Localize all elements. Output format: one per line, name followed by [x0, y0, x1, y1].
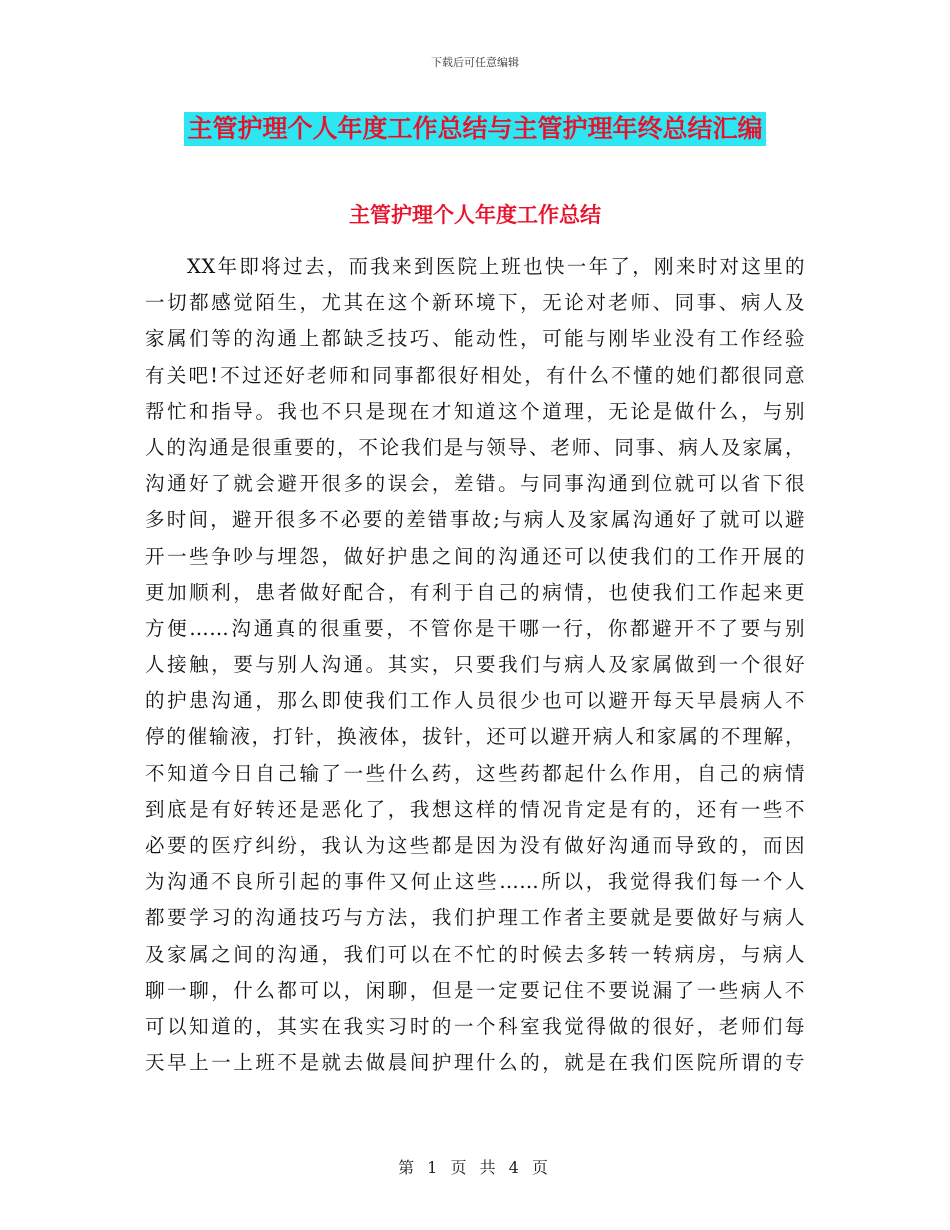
body-line: 为沟通不良所引起的事件又何止这些……所以，我觉得我们每一个人 [145, 870, 805, 894]
body-line: 可以知道的，其实在我实习时的一个科室我觉得做的很好，老师们每 [145, 1014, 805, 1038]
header-note: 下载后可任意编辑 [431, 56, 519, 69]
body-line: 聊一聊，什么都可以，闲聊，但是一定要记住不要说漏了一些病人不 [145, 978, 805, 1002]
main-title: 主管护理个人年度工作总结与主管护理年终总结汇编 [184, 112, 765, 146]
body-line: 开一些争吵与埋怨，做好护患之间的沟通还可以使我们的工作开展的 [145, 544, 805, 568]
body-line: XX年即将过去，而我来到医院上班也快一年了，刚来时对这里的 [187, 255, 805, 278]
body-line: 及家属之间的沟通，我们可以在不忙的时候去多转一转病房，与病人 [145, 942, 805, 966]
main-title-container [0, 112, 950, 146]
body-line: 停的催输液，打针，换液体，拔针，还可以避开病人和家属的不理解， [145, 725, 805, 749]
body-line: 到底是有好转还是恶化了，我想这样的情况肯定是有的，还有一些不 [145, 797, 805, 821]
body-line: 有关吧!不过还好老师和同事都很好相处，有什么不懂的她们都很同意 [145, 363, 805, 387]
body-line: 方便……沟通真的很重要，不管你是干哪一行，你都避开不了要与别 [145, 616, 805, 640]
body-text [145, 249, 805, 1081]
body-line: 沟通好了就会避开很多的误会，差错。与同事沟通到位就可以省下很 [145, 472, 805, 496]
body-line: 必要的医疗纠纷，我认为这些都是因为没有做好沟通而导致的，而因 [145, 834, 805, 857]
body-line: 的护患沟通，那么即使我们工作人员很少也可以避开每天早晨病人不 [145, 689, 805, 713]
page-footer: 第 1 页 共 4 页 [398, 1158, 552, 1177]
body-line: 家属们等的沟通上都缺乏技巧、能动性，可能与刚毕业没有工作经验 [145, 327, 805, 351]
body-line: 天早上一上班不是就去做晨间护理什么的，就是在我们医院所谓的专 [145, 1051, 805, 1075]
body-line: 不知道今日自己输了一些什么药，这些药都起什么作用，自己的病情 [145, 761, 805, 785]
body-line: 人的沟通是很重要的，不论我们是与领导、老师、同事、病人及家属， [145, 435, 805, 459]
body-line: 更加顺利，患者做好配合，有利于自己的病情，也使我们工作起来更 [145, 580, 805, 604]
section-title: 主管护理个人年度工作总结 [349, 203, 601, 227]
body-line: 多时间，避开很多不必要的差错事故;与病人及家属沟通好了就可以避 [145, 508, 805, 532]
body-line: 人接触，要与别人沟通。其实，只要我们与病人及家属做到一个很好 [145, 653, 805, 677]
body-line: 一切都感觉陌生，尤其在这个新环境下，无论对老师、同事、病人及 [145, 291, 805, 315]
body-line: 都要学习的沟通技巧与方法，我们护理工作者主要就是要做好与病人 [145, 906, 805, 930]
body-line: 帮忙和指导。我也不只是现在才知道这个道理，无论是做什么，与别 [145, 399, 805, 423]
